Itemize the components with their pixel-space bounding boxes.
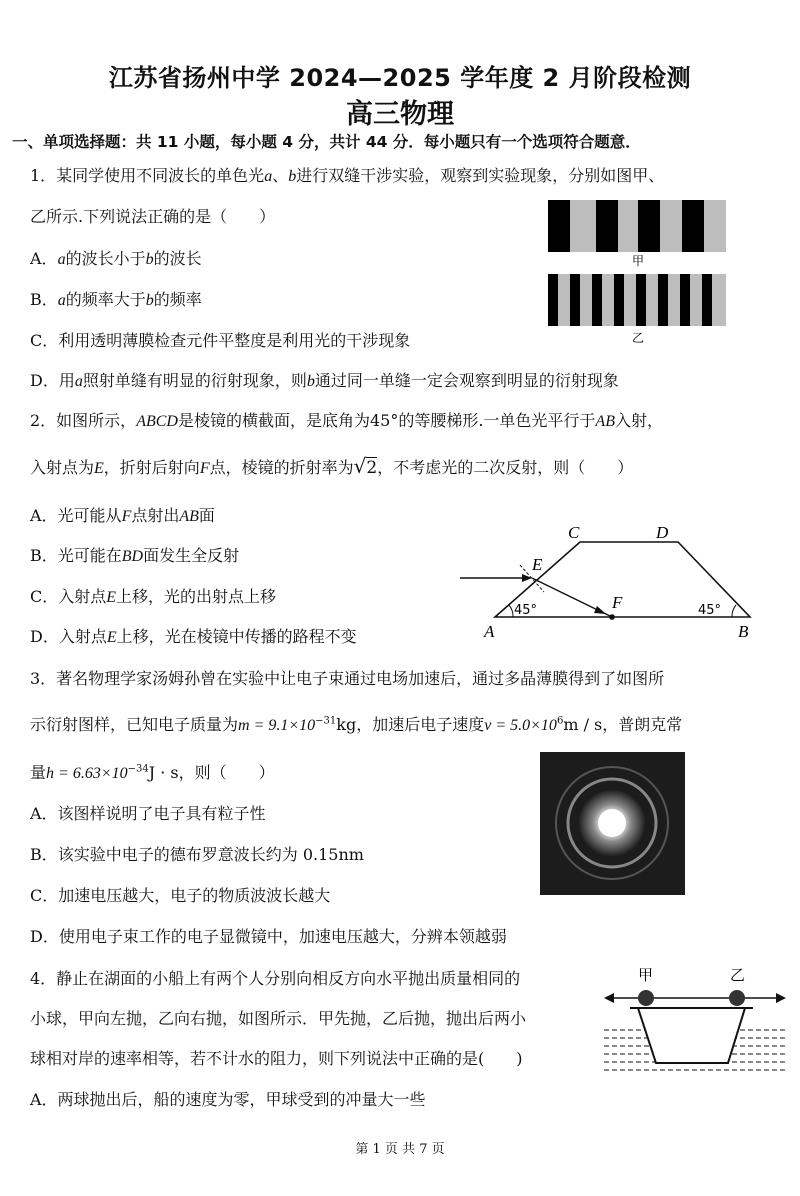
- q1-option-b: B．a的频率大于b的频率: [30, 290, 202, 309]
- ball-yi: [729, 990, 745, 1006]
- q4-stem-line1: 4．静止在湖面的小船上有两个人分别向相反方向水平抛出质量相同的: [30, 969, 521, 988]
- label-yi: 乙: [632, 331, 645, 345]
- q1-option-d: D．用a照射单缝有明显的衍射现象，则b通过同一单缝一定会观察到明显的衍射现象: [30, 371, 619, 390]
- angle-arc-left: [509, 605, 513, 617]
- q3-option-d: D．使用电子束工作的电子显微镜中，加速电压越大，分辨本领越弱: [30, 927, 507, 946]
- exam-title: 江苏省扬州中学 2024—2025 学年度 2 月阶段检测: [108, 64, 692, 92]
- q1-option-c: C．利用透明薄膜检查元件平整度是利用光的干涉现象: [30, 331, 411, 350]
- label-b: B: [738, 622, 749, 641]
- label-jia: 甲: [632, 254, 645, 268]
- q4-boat-figure: [600, 960, 790, 1075]
- angle-label-left: 45°: [514, 603, 538, 618]
- label-d: D: [656, 523, 669, 542]
- q3-diffraction-figure: [540, 752, 685, 895]
- page-footer: 第 1 页 共 7 页: [355, 1142, 445, 1157]
- q3-option-a: A．该图样说明了电子具有粒子性: [30, 804, 266, 823]
- ball-jia: [638, 990, 654, 1006]
- q1-stem-line1: 1．某同学使用不同波长的单色光a、b进行双缝干涉实验，观察到实验现象，分别如图甲、: [30, 166, 665, 185]
- q4-option-a: A．两球抛出后，船的速度为零，甲球受到的冲量大一些: [30, 1090, 426, 1109]
- q3-stem-line2: 示衍射图样，已知电子质量为$m = 9.1\times 10^{-31}kg$，加速后电子速度$v = 5.0\times 10^6m / s$，普朗克常: [30, 715, 683, 734]
- exam-subject: 高三物理: [346, 99, 454, 130]
- q4-stem-line3: 球相对岸的速率相等，若不计水的阻力，则下列说法中正确的是( ): [30, 1049, 523, 1068]
- q2-stem-line1: 2．如图所示，ABCD是棱镜的横截面，是底角为45°的等腰梯形.一单色光平行于AB入射，: [30, 411, 663, 430]
- q1-stem-line2: 乙所示.下列说法正确的是（ ）: [30, 207, 276, 226]
- q3-option-b: B．该实验中电子的德布罗意波长约为 0.15nm: [30, 845, 364, 864]
- q1-fringe-figure: [548, 198, 728, 348]
- label-e: E: [532, 555, 543, 574]
- left-arrow-icon: [604, 993, 614, 1003]
- section-heading: 一、单项选择题：共 11 小题，每小题 4 分，共计 44 分．每小题只有一个选项符合题意．: [12, 133, 641, 151]
- q3-stem-line3: 量$h = 6.63\times 10^{-34}J \cdot s$，则（ ）: [30, 763, 275, 782]
- refracted-arrow-icon: [594, 606, 606, 614]
- boat-hull: [638, 1008, 745, 1063]
- incident-arrow-icon: [522, 574, 532, 582]
- q2-option-d: D．入射点E上移，光在棱镜中传播的路程不变: [30, 627, 357, 646]
- label-a: A: [484, 622, 495, 641]
- q4-stem-line2: 小球，甲向左抛，乙向右抛，如图所示．甲先抛，乙后抛，抛出后两小: [30, 1009, 527, 1028]
- q2-stem-line2: 入射点为E，折射后射向F点，棱镜的折射率为√2，不考虑光的二次反射，则（ ）: [30, 454, 634, 478]
- q1-option-a: A．a的波长小于b的波长: [30, 249, 202, 268]
- label-f: F: [612, 593, 623, 612]
- q3-stem-line1: 3．著名物理学家汤姆孙曾在实验中让电子束通过电场加速后，通过多晶薄膜得到了如图所: [30, 669, 665, 688]
- q2-option-a: A．光可能从F点射出AB面: [30, 506, 215, 525]
- angle-label-right: 45°: [698, 603, 722, 618]
- label-c: C: [568, 523, 580, 542]
- q2-prism-figure: [460, 520, 760, 645]
- point-f: [609, 614, 615, 620]
- q2-option-c: C．入射点E上移，光的出射点上移: [30, 587, 277, 606]
- right-arrow-icon: [776, 993, 786, 1003]
- label-yi: 乙: [730, 966, 746, 984]
- q2-option-b: B．光可能在BD面发生全反射: [30, 546, 240, 565]
- q3-option-c: C．加速电压越大，电子的物质波波长越大: [30, 886, 331, 905]
- angle-arc-right: [732, 605, 736, 617]
- diffraction-center-spot: [598, 809, 626, 837]
- label-jia: 甲: [638, 966, 654, 984]
- sqrt-sign: √: [353, 454, 367, 478]
